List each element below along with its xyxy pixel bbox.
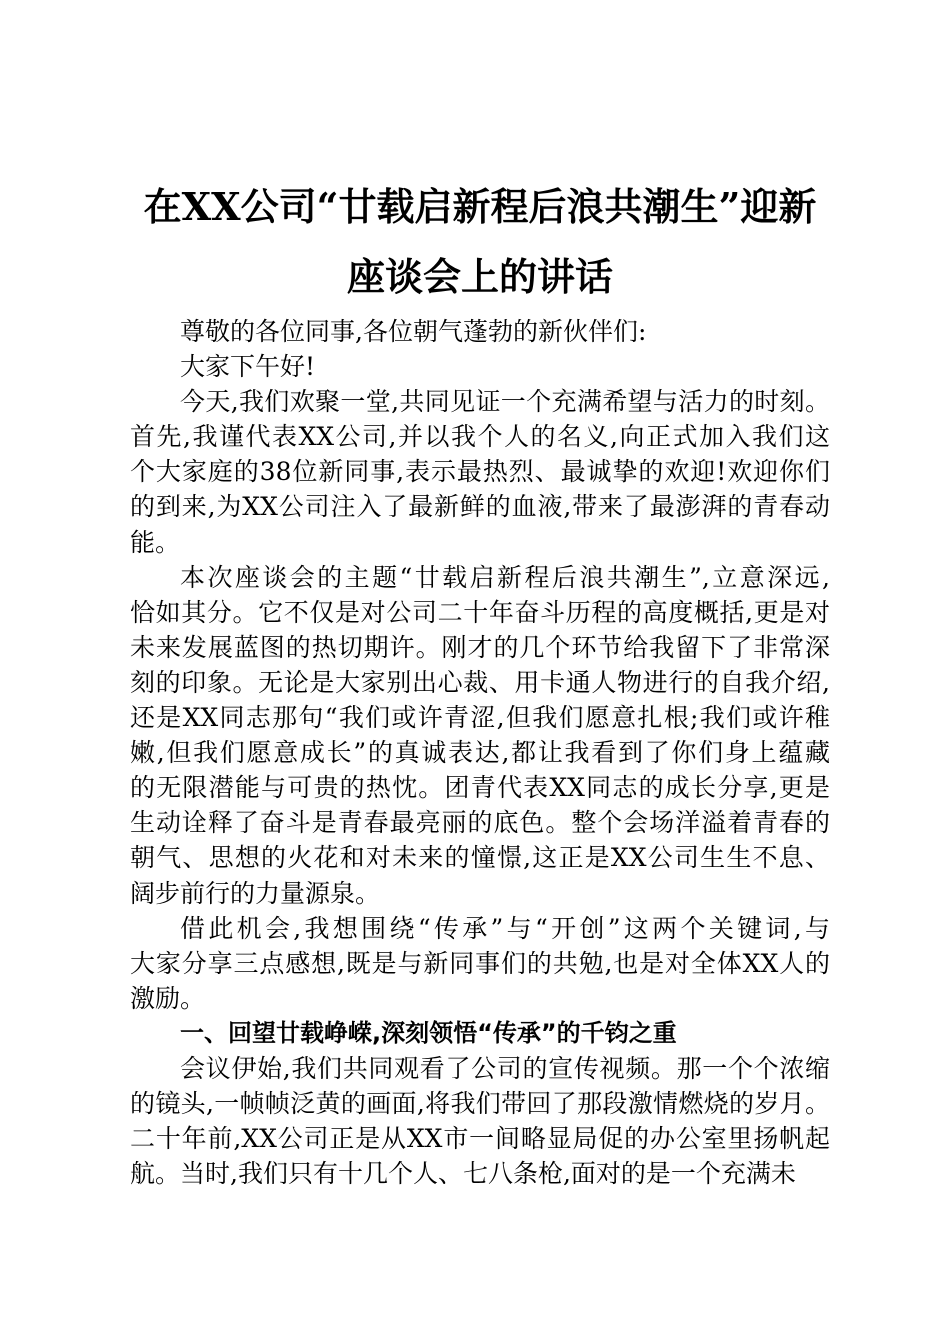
text-line: 尊敬的各位同事,各位朝气蓬勃的新伙伴们: [180,317,647,346]
text-line: 借此机会,我想围绕“传承”与“开创”这两个关键词,与 [180,913,830,943]
paragraph [130,560,830,911]
paragraph [130,384,830,559]
text-line: 嫩,但我们愿意成长”的真诚表达,都让我看到了你们身上蕴藏 [130,738,830,768]
paragraph [130,349,830,384]
document-title-line-1: 在XX公司“廿载启新程后浪共潮生”迎新 [143,184,817,229]
text-line: 朝气、思想的火花和对未来的憧憬,这正是XX公司生生不息、 [130,843,830,873]
text-line: 恰如其分。它不仅是对公司二十年奋斗历程的高度概括,更是对 [130,597,830,627]
paragraph [130,314,830,349]
section-heading [130,1016,830,1051]
document-body [130,314,830,1191]
text-line: 未来发展蓝图的热切期许。刚才的几个环节给我留下了非常深 [130,632,830,662]
text-line: 的无限潜能与可贵的热忱。团青代表XX同志的成长分享,更是 [130,773,830,803]
text-line: 的到来,为XX公司注入了最新鲜的血液,带来了最澎湃的青春动 [130,492,830,522]
text-line: 会议伊始,我们共同观看了公司的宣传视频。那一个个浓缩 [180,1053,830,1083]
text-line: 本次座谈会的主题“廿载启新程后浪共潮生”,立意深远, [180,562,830,592]
text-line: 激励。 [130,983,206,1013]
text-line: 大家下午好! [180,352,316,382]
paragraph [130,1051,830,1191]
text-line: 生动诠释了奋斗是青春最亮丽的底色。整个会场洋溢着青春的 [130,808,830,838]
text-line: 今天,我们欢聚一堂,共同见证一个充满希望与活力的时刻。 [180,387,830,417]
text-line: 大家分享三点感想,既是与新同事们的共勉,也是对全体XX人的 [130,948,830,978]
text-line: 还是XX同志那句“我们或许青涩,但我们愿意扎根;我们或许稚 [130,703,830,733]
paragraph [130,911,830,1016]
text-line: 的镜头,一帧帧泛黄的画面,将我们带回了那段激情燃烧的岁月。 [130,1089,830,1119]
text-line: 首先,我谨代表XX公司,并以我个人的名义,向正式加入我们这 [130,422,830,452]
text-line: 航。当时,我们只有十几个人、七八条枪,面对的是一个充满未 [130,1159,796,1189]
heading-line: 一、回望廿载峥嵘,深刻领悟“传承”的千钧之重 [180,1018,677,1047]
text-line: 二十年前,XX公司正是从XX市一间略显局促的办公室里扬帆起 [130,1124,830,1154]
document-title-line-2: 座谈会上的讲话 [346,254,613,299]
text-line: 刻的印象。无论是大家别出心裁、用卡通人物进行的自我介绍, [130,667,830,697]
text-line: 能。 [130,527,181,557]
text-line: 个大家庭的38位新同事,表示最热烈、最诚挚的欢迎!欢迎你们 [130,457,830,487]
text-line: 阔步前行的力量源泉。 [130,878,381,908]
